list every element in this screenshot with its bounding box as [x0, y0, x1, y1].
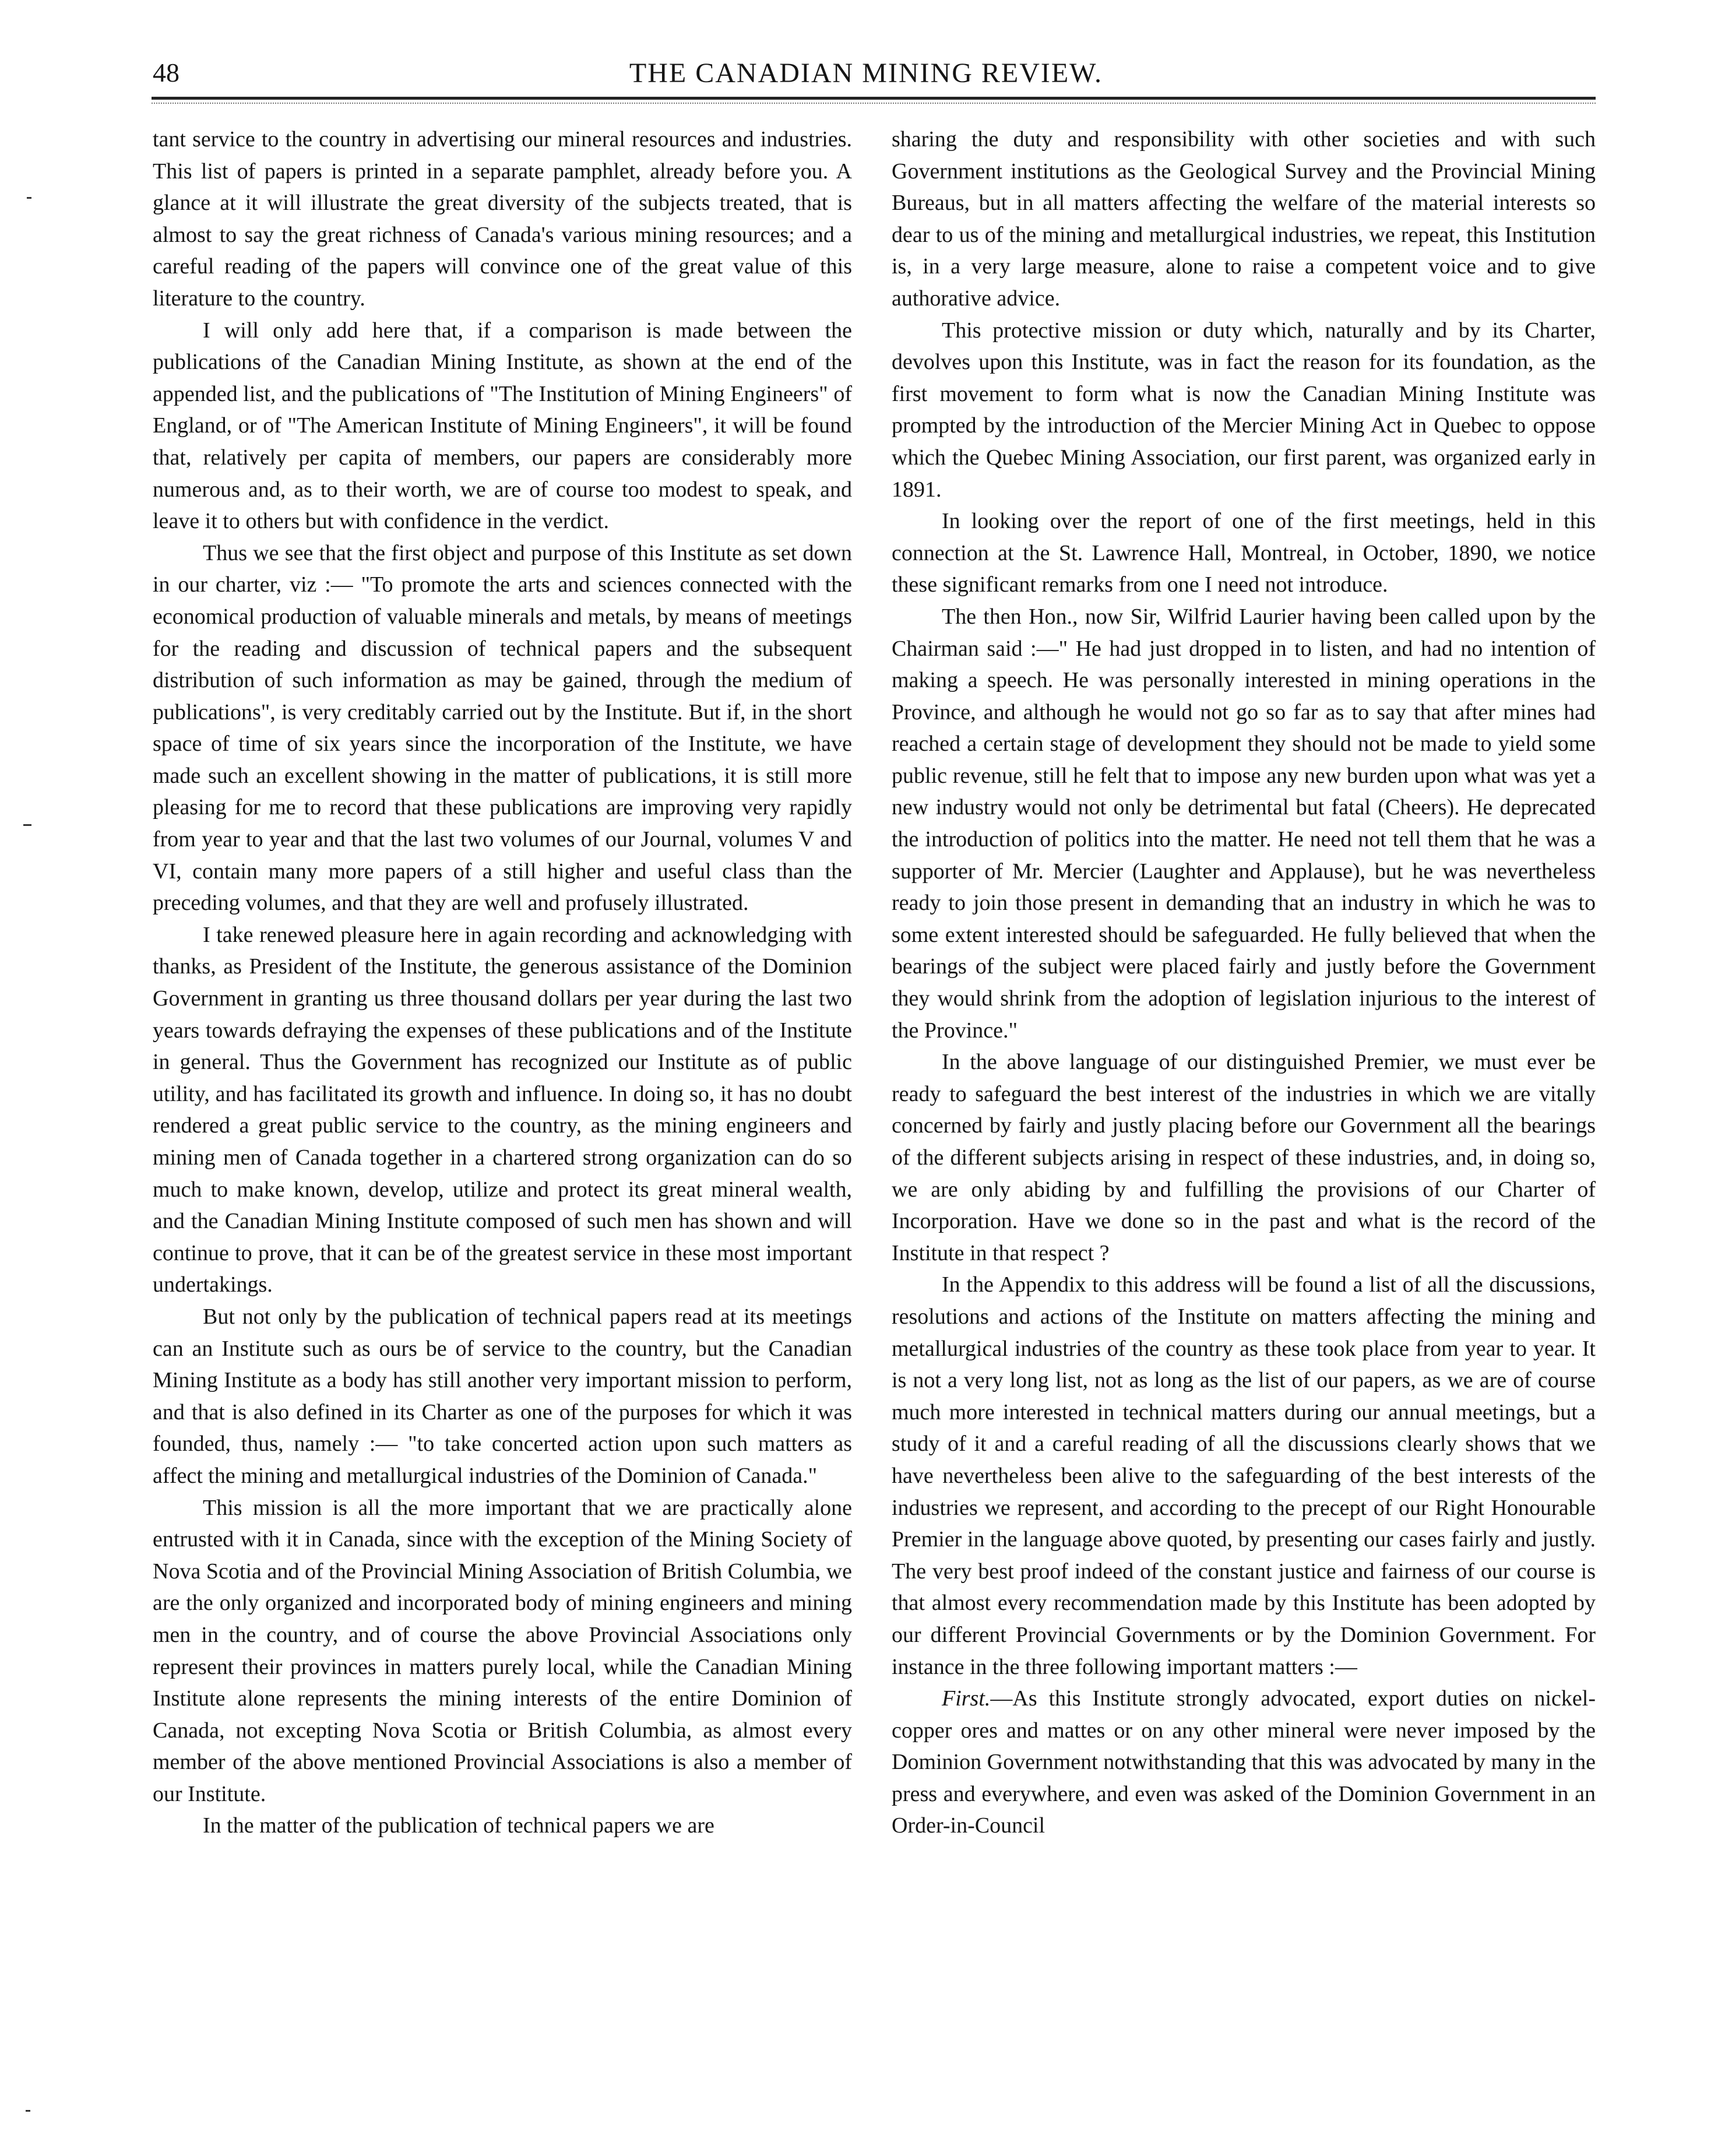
first-lead: First. [942, 1686, 991, 1711]
paragraph: But not only by the publication of technical papers read at its meetings can an Institute such as ours be of service to the country, but the Canadian Mining Institute as a body has still another very important mission to perform, and that is also defined in its Charter as one of the purposes for which it was founded, thus, namely :— "to take concerted action upon such matters as affect the mining and metallurgical industries of the Dominion of Canada." [153, 1304, 852, 1488]
margin-mark [26, 2110, 30, 2112]
paragraph: The then Hon., now Sir, Wilfrid Laurier having been called upon by the Chairman said :—" He had just dropped in to listen, and had no intention of making a speech. He was personally interested in mining operations in the Province, and although he would not go so far as to say that after mines had reached a certain stage of development they should not be made to yield some public revenue, still he felt that to impose any new burden upon what was yet a new industry would not only be detrimental but fatal (Cheers). He deprecated the introduction of politics into the matter. He need not tell them that he was a supporter of Mr. Mercier (Laughter and Applause), but he was nevertheless ready to join those present in demanding that an industry in which he was to some extent interested should be safeguarded. He fully believed that when the bearings of the subject were placed fairly and justly before the Government they would shrink from the adoption of legislation injurious to the interest of the Province." [892, 604, 1596, 1043]
margin-mark [23, 824, 31, 826]
paragraph: sharing the duty and responsibility with other societies and with such Government institutions as the Geological Survey and the Provincial Mining Bureaus, but in all matters affecting the welfare of the material interests so dear to us of the mining and metallurgical industries, we repeat, this Institution is, in a very large measure, alone to raise a competent voice and to give authorative advice. [892, 127, 1596, 311]
paragraph: In the Appendix to this address will be found a list of all the discussions, resolutions and actions of the Institute on matters affecting the mining and metallurgical industries of the country as these took place from year to year. It is not a very long list, not as long as the list of our papers, as we are of course much more interested in technical matters during our annual meetings, but a study of it and a careful reading of all the discussions clearly shows that we have nevertheless been alive to the safeguarding of the best interests of the industries we represent, and according to the precept of our Right Honourable Premier in the language above quoted, by presenting our cases fairly and justly. The very best proof indeed of the constant justice and fairness of our course is that almost every recommendation made by this Institute has been adopted by our different Provincial Governments or by the Dominion Government. For instance in the three following important matters :— [892, 1272, 1596, 1679]
paragraph: Thus we see that the first object and purpose of this Institute as set down in our charter, viz :— "To promote the arts and sciences connected with the economical production of valuable minerals and metals, by means of meetings for the reading and discussion of technical papers and the subsequent distribution of such information as may be gained, through the medium of publications", is very creditably carried out by the Institute. But if, in the short space of time of six years since the incorporation of the Institute, we have made such an excellent showing in the matter of publications, it is still more pleasing for me to record that these publications are improving very rapidly from year to year and that the last two volumes of our Journal, volumes V and VI, contain many more papers of a still higher and useful class than the preceding volumes, and that they are well and profusely illustrated. [153, 540, 852, 916]
margin-mark [27, 197, 31, 199]
paragraph: This protective mission or duty which, naturally and by its Charter, devolves upon this Institute, was in fact the reason for its foundation, as the first movement to form what is now the Canadian Mining Institute was prompted by the introduction of the Mercier Mining Act in Quebec to oppose which the Quebec Mining Association, our first parent, was organized early in 1891. [892, 318, 1596, 502]
paragraph: In the matter of the publication of technical papers we are [203, 1813, 714, 1838]
paragraph: In looking over the report of one of the first meetings, held in this connection at the St. Lawrence Hall, Montreal, in October, 1890, we notice these significant remarks from one I need not introduce. [892, 509, 1596, 597]
header-rule-dotted [152, 103, 1596, 104]
page-number: 48 [153, 58, 179, 87]
right-column [892, 124, 1596, 1842]
first-text: —As this Institute strongly advocated, export duties on nickel-copper ores and mattes or on any other mineral were never imposed by the Dominion Government notwithstanding that this was advocated by many in the press and everywhere, and even was asked of the Dominion Government in an Order-in-Council [892, 1686, 1596, 1838]
header-rule [152, 97, 1596, 100]
paragraph: In the above language of our distinguished Premier, we must ever be ready to safeguard the best interest of the industries in which we are vitally concerned by fairly and justly placing before our Government all the bearings of the different subjects arising in respect of these industries, and, in doing so, we are only abiding by and fulfilling the provisions of our Charter of Incorporation. Have we done so in the past and what is the record of the Institute in that respect ? [892, 1050, 1596, 1265]
paragraph: I take renewed pleasure here in again recording and acknowledging with thanks, as President of the Institute, the generous assistance of the Dominion Government in granting us three thousand dollars per year during the last two years towards defraying the expenses of these publications and of the Institute in general. Thus the Government has recognized our Institute as of public utility, and has facilitated its growth and influence. In doing so, it has no doubt rendered a great public service to the country, as the mining engineers and mining men of Canada together in a chartered strong organization can do so much to make known, develop, utilize and protect its great mineral wealth, and the Canadian Mining Institute composed of such men has shown and will continue to prove, that it can be of the greatest service in these most important undertakings. [153, 922, 852, 1297]
running-head: THE CANADIAN MINING REVIEW. [629, 58, 1103, 89]
paragraph: tant service to the country in advertising our mineral resources and industries. This list of papers is printed in a separate pamphlet, already before you. A glance at it will illustrate the great diversity of the subjects treated, that is almost to say the great richness of Canada's various mining resources; and a careful reading of the papers will convince one of the great value of this literature to the country. [153, 127, 852, 311]
paragraph: This mission is all the more important that we are practically alone entrusted with it in Canada, since with the exception of the Mining Society of Nova Scotia and of the Provincial Mining Association of British Columbia, we are the only organized and incorporated body of mining engineers and mining men in the country, and of course the above Provincial Associations only represent their provinces in matters purely local, while the Canadian Mining Institute alone represents the mining interests of the entire Dominion of Canada, not excepting Nova Scotia or British Columbia, as almost every member of the above mentioned Provincial Associations is also a member of our Institute. [153, 1495, 852, 1806]
paragraph: I will only add here that, if a comparison is made between the publications of the Canadian Mining Institute, as shown at the end of the appended list, and the publications of "The Institution of Mining Engineers" of England, or of "The American Institute of Mining Engineers", it will be found that, relatively per capita of members, our papers are considerably more numerous and, as to their worth, we are of course too modest to speak, and leave it to others but with confidence in the verdict. [153, 318, 852, 534]
left-column [153, 124, 852, 1842]
paragraph-first-point [892, 1683, 1596, 1842]
